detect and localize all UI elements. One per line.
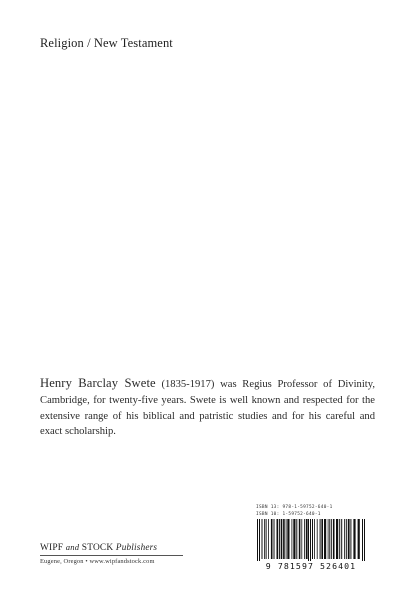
- publisher-name-stock: STOCK: [79, 543, 116, 553]
- publisher-name-publishers: Publishers: [115, 542, 158, 552]
- publisher-name: [40, 542, 190, 554]
- category-label: Religion / New Testament: [40, 36, 173, 50]
- publisher-address: Eugene, Oregon • www.wipfandstock.com: [40, 558, 155, 565]
- isbn-10-label: ISBN 10: 1-59752-640-1: [256, 512, 321, 517]
- barcode-digits: 9 781597 526401: [253, 561, 369, 572]
- publisher-name-wipf: WIPF: [40, 543, 66, 553]
- author-name: Henry Barclay Swete: [40, 376, 156, 390]
- isbn-barcode: [253, 505, 369, 572]
- publisher-divider: [40, 555, 183, 556]
- publisher-block: [40, 542, 190, 565]
- barcode-icon: [253, 519, 369, 563]
- isbn-13-label: ISBN 13: 978-1-59752-640-1: [256, 505, 333, 510]
- publisher-name-and: and: [65, 542, 80, 552]
- author-biography: [40, 376, 375, 440]
- author-bio-text: (1835-1917) was Regius Professor of Divinity, Cambridge, for twenty-five years. Swete is well known and respected for the extensive range of his biblical and patristic studies and for his careful and exact scholarship.: [40, 379, 375, 438]
